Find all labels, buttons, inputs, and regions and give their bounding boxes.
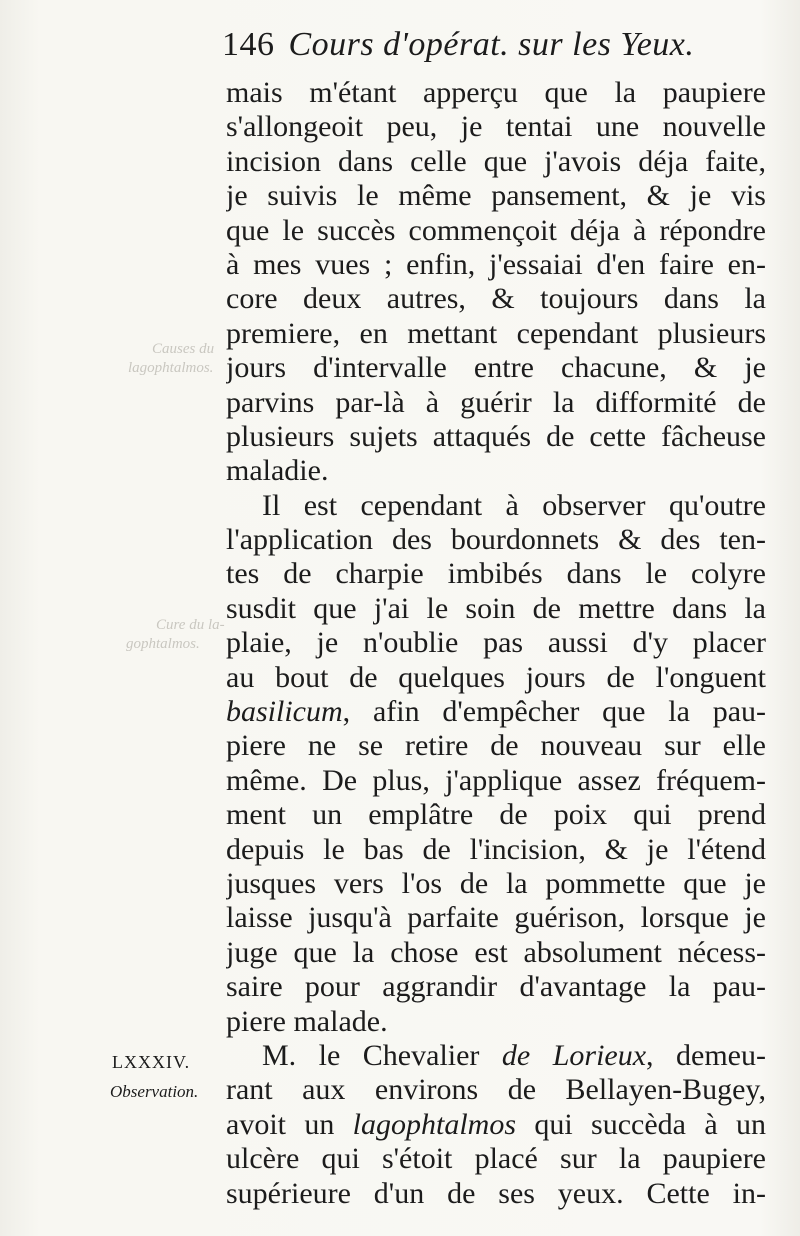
- text-line: ulcère qui s'étoit placé sur la paupiere: [226, 1142, 766, 1176]
- text-line: jours d'intervalle entre chacune, & je: [226, 351, 766, 385]
- show-through-note-2-line-1: Cure du la-: [156, 617, 225, 633]
- show-through-note-1-line-2: lagophtalmos.: [128, 360, 214, 376]
- text-line: l'application des bourdonnets & des ten-: [226, 523, 766, 557]
- text-line: au bout de quelques jours de l'onguent: [226, 660, 766, 694]
- page-number: 146: [222, 26, 275, 63]
- text-line: parvins par-là à guérir la difformité de: [226, 385, 766, 419]
- text-line: piere malade.: [226, 1004, 388, 1038]
- observation-label: Observation.: [110, 1082, 199, 1101]
- text-line: mais m'étant apperçu que la paupiere: [226, 76, 766, 109]
- show-through-note-2-line-2: gophtalmos.: [126, 636, 200, 652]
- text-line: plusieurs sujets attaqués de cette fâcheuse: [226, 419, 766, 453]
- text-line: basilicum, afin d'empêcher que la pau-: [226, 695, 766, 729]
- text-line: même. De plus, j'applique assez fréquem-: [226, 763, 766, 797]
- running-title: Cours d'opérat. sur les Yeux.: [288, 26, 695, 63]
- text-line: maladie.: [226, 454, 329, 488]
- text-line: plaie, je n'oublie pas aussi d'y placer: [226, 626, 766, 660]
- text-line: juge que la chose est absolument nécess-: [226, 935, 766, 969]
- text-line: s'allongeoit peu, je tentai une nouvelle: [226, 110, 766, 144]
- show-through-note-1: [108, 340, 214, 378]
- observation-marginal-note: [112, 1050, 198, 1104]
- text-line: avoit un lagophtalmos qui succèda à un: [226, 1107, 766, 1141]
- text-line: rant aux environs de Bellayen-Bugey,: [226, 1073, 766, 1107]
- text-line: tes de charpie imbibés dans le colyre: [226, 557, 766, 591]
- text-line: susdit que j'ai le soin de mettre dans la: [226, 591, 766, 625]
- running-header: [222, 26, 768, 74]
- text-line: que le succès commençoit déja à répondre: [226, 213, 766, 247]
- text-line: M. le Chevalier de Lorieux, demeu-: [262, 1038, 766, 1072]
- text-line: depuis le bas de l'incision, & je l'étend: [226, 832, 766, 866]
- observation-number: LXXXIV.: [112, 1052, 191, 1072]
- show-through-note-1-line-1: Causes du: [152, 341, 215, 357]
- text-line: saire pour aggrandir d'avantage la pau-: [226, 970, 766, 1004]
- text-line: Il est cependant à observer qu'outre: [262, 488, 766, 522]
- text-line: piere ne se retire de nouveau sur elle: [226, 729, 766, 763]
- text-line: je suivis le même pansement, & je vis: [226, 179, 766, 213]
- text-line: supérieure d'un de ses yeux. Cette in-: [226, 1176, 766, 1210]
- body-text: [226, 76, 766, 1211]
- text-line: laisse jusqu'à parfaite guérison, lorsque je: [226, 901, 766, 935]
- text-line: incision dans celle que j'avois déja faite,: [226, 144, 766, 178]
- text-line: à mes vues ; enfin, j'essaiai d'en faire en-: [226, 247, 766, 281]
- text-line: core deux autres, & toujours dans la: [226, 282, 766, 316]
- text-line: ment un emplâtre de poix qui prend: [226, 798, 766, 832]
- text-line: premiere, en mettant cependant plusieurs: [226, 316, 766, 350]
- show-through-note-2: [108, 616, 225, 654]
- text-line: jusques vers l'os de la pommette que je: [226, 866, 766, 900]
